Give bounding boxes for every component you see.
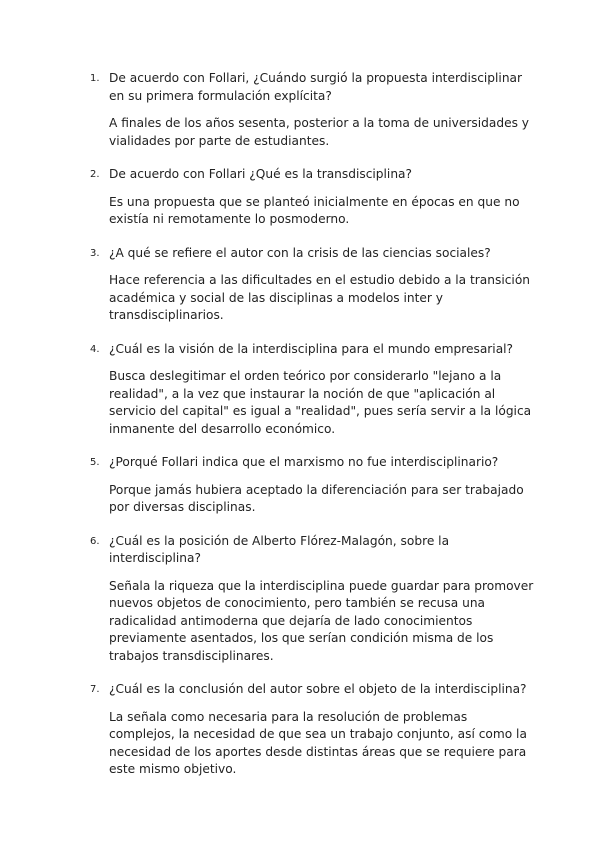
answer-text: Busca deslegitimar el orden teórico por considerarlo "lejano a la realidad", a la vez que instaurar la noción de que "aplicación al servicio del capital" es igual a "realidad", pues sería servir a la lógica inmanente del desarrollo económico. [109,369,532,436]
question-number: 6. [90,535,100,547]
question-item-6 [90,533,535,666]
question-number: 5. [90,457,100,468]
question-item-7 [90,681,535,779]
question-item-5 [90,454,535,517]
answer-text: La señala como necesaria para la resolución de problemas complejos, la necesidad de que sea un trabajo conjunto, así como la necesidad de los aportes desde distintas áreas que se requiere para este mismo objetivo. [109,709,527,776]
question-item-1 [90,70,535,150]
question-number: 4. [90,343,100,355]
answer-text: Porque jamás hubiera aceptado la diferenciación para ser trabajado por diversas disciplinas. [109,482,524,514]
answer-text: A finales de los años sesenta, posterior a la toma de universidades y vialidades por parte de estudiantes. [109,116,530,148]
question-text: ¿Cuál es la visión de la interdisciplina para el mundo empresarial? [109,341,514,356]
question-text: ¿Cuál es la conclusión del autor sobre el objeto de la interdisciplina? [109,682,527,696]
question-number: 3. [90,247,100,259]
question-text: ¿Porqué Follari indica que el marxismo no fue interdisciplinario? [109,455,499,469]
question-item-3 [90,245,535,325]
question-item-2 [90,166,535,229]
question-item-4 [90,341,535,439]
question-text: De acuerdo con Follari, ¿Cuándo surgió la propuesta interdisciplinar en su primera formulación explícita? [109,71,523,103]
question-number: 2. [90,169,100,180]
answer-text: Señala la riqueza que la interdisciplina puede guardar para promover nuevos objetos de conocimiento, pero también se recusa una radicalidad antimoderna que dejaría de lado conocimientos previamente asentados, los que serían condición misma de los trabajos transdisciplinares. [109,578,534,663]
question-text: ¿A qué se refiere el autor con la crisis de las ciencias sociales? [109,245,491,260]
answer-text: Hace referencia a las dificultades en el estudio debido a la transición académica y social de las disciplinas a modelos inter y transdisciplinarios. [109,273,531,322]
question-number: 7. [90,684,100,695]
answer-text: Es una propuesta que se planteó inicialmente en épocas en que no existía ni remotamente lo posmoderno. [109,194,520,226]
question-list [90,70,535,795]
question-text: De acuerdo con Follari ¿Qué es la transdisciplina? [109,167,412,181]
question-number: 1. [90,73,100,84]
question-text: ¿Cuál es la posición de Alberto Flórez-Malagón, sobre la interdisciplina? [109,533,450,565]
